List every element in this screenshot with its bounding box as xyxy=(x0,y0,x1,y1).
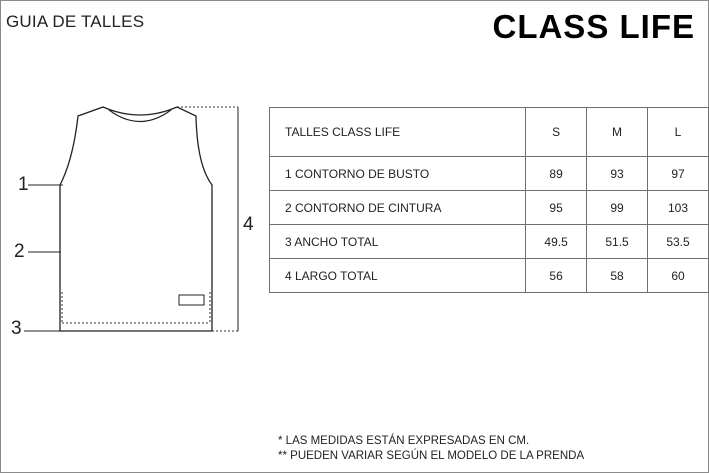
size-header-l: L xyxy=(648,108,709,157)
callout-1: 1 xyxy=(18,174,29,195)
callout-2: 2 xyxy=(14,241,25,262)
cell-value: 49.5 xyxy=(526,225,587,259)
cell-value: 89 xyxy=(526,157,587,191)
callout-3: 3 xyxy=(11,318,22,339)
table-row xyxy=(270,191,709,225)
cell-value: 93 xyxy=(587,157,648,191)
cell-value: 103 xyxy=(648,191,709,225)
cell-value: 53.5 xyxy=(648,225,709,259)
table-row xyxy=(270,157,709,191)
cell-value: 99 xyxy=(587,191,648,225)
size-header-m: M xyxy=(587,108,648,157)
cell-value: 56 xyxy=(526,259,587,293)
footnote-variation: ** PUEDEN VARIAR SEGÚN EL MODELO DE LA PRENDA xyxy=(278,450,585,462)
cell-value: 95 xyxy=(526,191,587,225)
cell-value: 51.5 xyxy=(587,225,648,259)
table-header-row xyxy=(270,108,709,157)
table-row xyxy=(270,259,709,293)
row-label: 1 CONTORNO DE BUSTO xyxy=(270,157,526,191)
tank-top-outline xyxy=(60,107,212,331)
table-row xyxy=(270,225,709,259)
row-label: 3 ANCHO TOTAL xyxy=(270,225,526,259)
footnote-units: * LAS MEDIDAS ESTÁN EXPRESADAS EN CM. xyxy=(278,435,530,447)
row-label: 4 LARGO TOTAL xyxy=(270,259,526,293)
table-header-label: TALLES CLASS LIFE xyxy=(270,108,526,157)
label-patch xyxy=(179,295,204,305)
callout-4: 4 xyxy=(243,214,254,235)
tank-top-diagram xyxy=(0,95,260,345)
cell-value: 97 xyxy=(648,157,709,191)
brand-logo: CLASS LIFE xyxy=(492,8,695,45)
cell-value: 60 xyxy=(648,259,709,293)
cell-value: 58 xyxy=(587,259,648,293)
guide-title: GUIA DE TALLES xyxy=(6,12,145,31)
size-header-s: S xyxy=(526,108,587,157)
row-label: 2 CONTORNO DE CINTURA xyxy=(270,191,526,225)
size-chart-table xyxy=(269,107,709,293)
footnotes xyxy=(278,434,584,464)
